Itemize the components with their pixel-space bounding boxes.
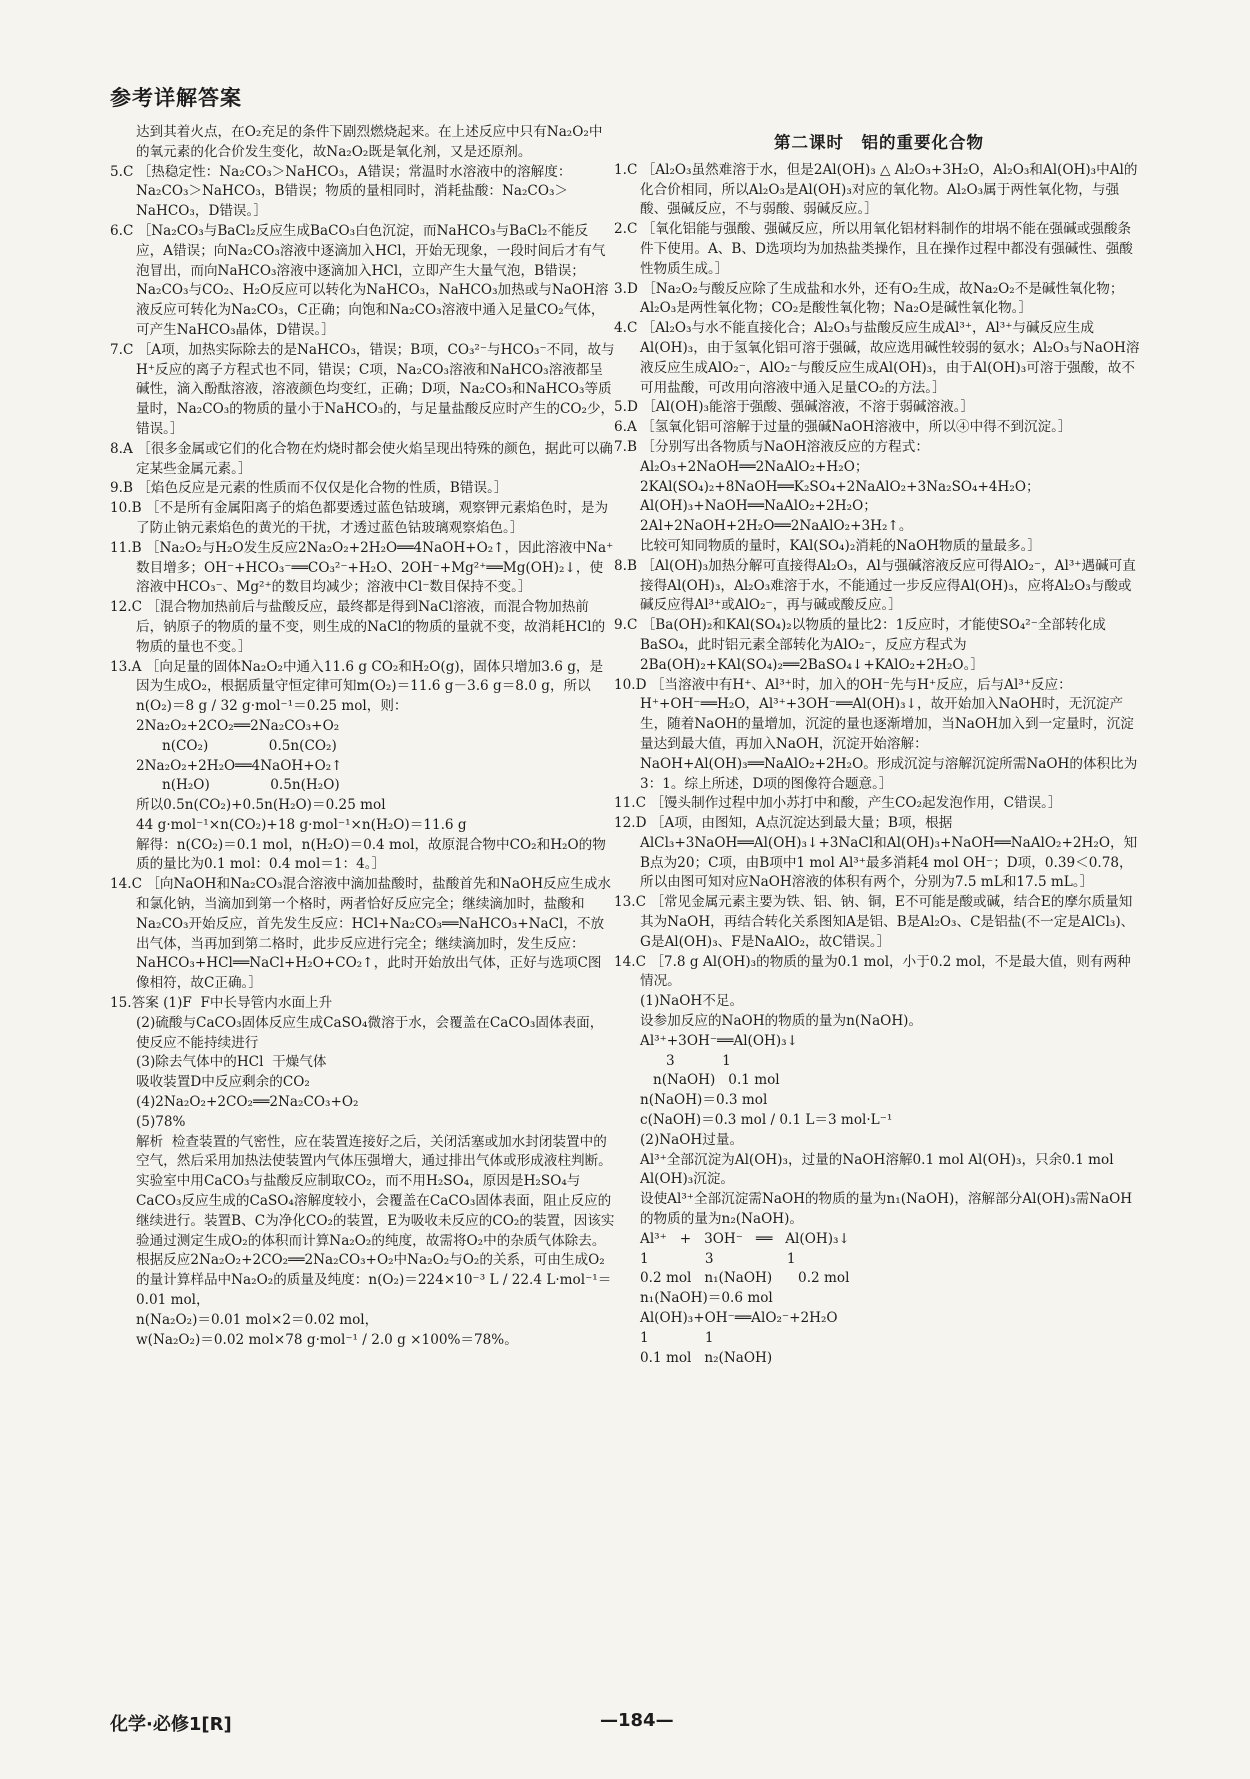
column-divider xyxy=(608,125,609,1705)
answer-item: 8.A ［很多金属或它们的化合物在灼烧时都会使火焰呈现出特殊的颜色，据此可以确定某些金属元素。］ xyxy=(110,440,613,477)
answer-line: (2)NaOH过量。 xyxy=(640,1131,744,1148)
page-number: —184— xyxy=(600,1710,674,1731)
answer-item: 6.C ［Na₂CO₃与BaCl₂反应生成BaCO₃白色沉淀，而NaHCO₃与BaCl₂不能反应，A错误；向Na₂CO₃溶液中逐滴加入HCl，开始无现象，一段时间后才有气泡冒出，而向NaHCO₃溶液中逐滴加入HCl，立即产生大量气泡，B错误；Na₂CO₃与CO₂、H₂O反应可以转化为NaHCO₃，NaHCO₃加热或与NaOH溶液反应可转化为Na₂CO₃，C正确；向饱和Na₂CO₃溶液中通入足量CO₂气体，可产生NaHCO₃晶体，D错误。］ xyxy=(110,222,609,338)
answer-item: 15.答案 (1)F F中长导管内水面上升 xyxy=(110,995,333,1012)
answer-item: 1.C ［Al₂O₃虽然难溶于水，但是2Al(OH)₃ △ Al₂O₃+3H₂O，Al₂O₃和Al(OH)₃中Al的化合价相同，所以Al₂O₃是Al(OH)₃对应的氧化物。Al₂O₃属于两性氧化物，与强酸、强碱反应，不与弱酸、弱碱反应。］ xyxy=(614,161,1138,218)
answer-line: (1)NaOH不足。 xyxy=(640,993,744,1010)
answer-line: n(NaOH) 0.1 mol xyxy=(640,1072,780,1089)
answer-item: 6.A ［氢氧化铝可溶解于过量的强碱NaOH溶液中，所以④中得不到沉淀。］ xyxy=(614,419,1072,436)
answer-line: 吸收装置D中反应剩余的CO₂ xyxy=(136,1074,310,1091)
answer-line: 2Na₂O₂+2H₂O══4NaOH+O₂↑ xyxy=(136,757,343,774)
answer-item: 4.C ［Al₂O₃与水不能直接化合；Al₂O₃与盐酸反应生成Al³⁺，Al³⁺与碱反应生成Al(OH)₃，由于氢氧化铝可溶于强碱，故应选用碱性较弱的氨水；Al₂O₃与NaOH溶液反应生成AlO₂⁻，AlO₂⁻与酸反应生成Al(OH)₃，由于Al(OH)₃可溶于强酸，故不可用盐酸，可改用向溶液中通入足量CO₂的方法。］ xyxy=(614,320,1140,396)
answer-line: n(H₂O) 0.5n(H₂O) xyxy=(136,777,340,794)
answer-line: Al³⁺全部沉淀为Al(OH)₃，过量的NaOH溶解0.1 mol Al(OH)₃，只余0.1 mol Al(OH)₃沉淀。 xyxy=(640,1151,1118,1188)
answer-line: 2Al+2NaOH+2H₂O══2NaAlO₂+3H₂↑。 xyxy=(640,518,913,535)
answer-item: 7.C ［A项，加热实际除去的是NaHCO₃，错误；B项，CO₃²⁻与HCO₃⁻不同，故与H⁺反应的离子方程式也不同，错误；C项，Na₂CO₃溶液和NaHCO₃溶液都呈碱性，滴入酚酞溶液，溶液颜色均变红，正确；D项，Na₂CO₃和NaHCO₃等质量时，Na₂CO₃的物质的量小于NaHCO₃的，与足量盐酸反应时产生的CO₂少，错误。］ xyxy=(110,341,615,437)
answer-line: n(NaOH)＝0.3 mol xyxy=(640,1092,768,1109)
answer-line: 0.2 mol n₁(NaOH) 0.2 mol xyxy=(640,1270,850,1287)
answer-line: 达到其着火点，在O₂充足的条件下剧烈燃烧起来。在上述反应中只有Na₂O₂中的氧元素的化合价发生变化，故Na₂O₂既是氧化剂，又是还原剂。 xyxy=(136,124,603,160)
answer-line: Al₂O₃+2NaOH══2NaAlO₂+H₂O； xyxy=(640,458,869,475)
right-column-entries xyxy=(614,161,1144,1369)
answer-item: 7.B ［分别写出各物质与NaOH溶液反应的方程式： xyxy=(614,438,929,455)
page-header: 参考详解答案 xyxy=(110,86,242,110)
answer-line: 解得：n(CO₂)＝0.1 mol，n(H₂O)＝0.4 mol，故原混合物中CO₂和H₂O的物质的量比为0.1 mol：0.4 mol＝1：4。］ xyxy=(136,836,606,873)
answer-item: 8.B ［Al(OH)₃加热分解可直接得Al₂O₃，Al与强碱溶液反应可得AlO₂⁻，Al³⁺遇碱可直接得Al(OH)₃，Al₂O₃难溶于水，不能通过一步反应得Al(OH)₃，应将Al₂O₃与酸或碱反应得Al³⁺或AlO₂⁻，再与碱或酸反应。］ xyxy=(614,557,1136,614)
answer-line: 2Na₂O₂+2CO₂══2Na₂CO₃+O₂ xyxy=(136,717,340,734)
answer-line: 44 g·mol⁻¹×n(CO₂)+18 g·mol⁻¹×n(H₂O)＝11.6 g xyxy=(136,816,467,833)
answer-item: 10.B ［不是所有金属阳离子的焰色都要透过蓝色钴玻璃，观察钾元素焰色时，是为了防止钠元素焰色的黄光的干扰，才透过蓝色钴玻璃观察焰色。］ xyxy=(110,500,609,536)
answer-line: 所以0.5n(CO₂)+0.5n(H₂O)＝0.25 mol xyxy=(136,797,386,814)
answer-item: 9.B ［焰色反应是元素的性质而不仅仅是化合物的性质，B错误。］ xyxy=(110,480,508,497)
answer-item: 12.D ［A项，由图知，A点沉淀达到最大量；B项，根据AlCl₃+3NaOH══Al(OH)₃↓+3NaCl和Al(OH)₃+NaOH══NaAlO₂+2H₂O，知B点为20；C项，由B项中1 mol Al³⁺最多消耗4 mol OH⁻；D项，0.39＜0.78，所以由图可知对应NaOH溶液的体积有两个，分别为7.5 mL和17.5 mL。］ xyxy=(614,815,1138,891)
answer-line: 设参加反应的NaOH的物质的量为n(NaOH)。 xyxy=(640,1013,923,1030)
answer-line: 比较可知同物质的量时，KAl(SO₄)₂消耗的NaOH物质的量最多。］ xyxy=(640,537,1041,554)
answer-item: 11.B ［Na₂O₂与H₂O发生反应2Na₂O₂+2H₂O══4NaOH+O₂↑，因此溶液中Na⁺数目增多；OH⁻+HCO₃⁻══CO₃²⁻+H₂O、2OH⁻+Mg²⁺══Mg(OH)₂↓，使溶液中HCO₃⁻、Mg²⁺的数目均减少；溶液中Cl⁻数目保持不变。］ xyxy=(110,539,614,596)
answer-item: 5.D ［Al(OH)₃能溶于强酸、强碱溶液，不溶于弱碱溶液。］ xyxy=(614,399,975,416)
answer-item: 9.C ［Ba(OH)₂和KAl(SO₄)₂以物质的量比2：1反应时，才能使SO₄²⁻全部转化成BaSO₄，此时铝元素全部转化为AlO₂⁻，反应方程式为2Ba(OH)₂+KAl(SO₄)₂══2BaSO₄↓+KAlO₂+2H₂O。］ xyxy=(614,617,1106,673)
section-title: 第二课时 铝的重要化合物 xyxy=(774,133,984,152)
answer-line: (5)78% xyxy=(136,1113,186,1130)
answer-line: 解析 检查装置的气密性，应在装置连接好之后，关闭活塞或加水封闭装置中的空气，然后采用加热法使装置内气体压强增大，通过排出气体或形成液柱判断。实验室中用CaCO₃与盐酸反应制取CO₂，而不用H₂SO₄，原因是H₂SO₄与CaCO₃反应生成的CaSO₄溶解度较小，会覆盖在CaCO₃固体表面，阻止反应的继续进行。装置B、C为净化CO₂的装置，E为吸收未反应的CO₂的装置，因该实验通过测定生成O₂的体积而计算Na₂O₂的纯度，故需将O₂中的杂质气体除去。根据反应2Na₂O₂+2CO₂══2Na₂CO₃+O₂中Na₂O₂与O₂的关系，可由生成O₂的量计算样品中Na₂O₂的质量及纯度：n(O₂)＝224×10⁻³ L / 22.4 L·mol⁻¹＝0.01 mol， xyxy=(136,1133,615,1309)
answer-line: n(Na₂O₂)＝0.01 mol×2＝0.02 mol， xyxy=(136,1311,379,1328)
answer-item: 13.C ［常见金属元素主要为铁、铝、钠、铜，E不可能是酸或碱，结合E的摩尔质量知其为NaOH，再结合转化关系图知A是铝、B是Al₂O₃、C是铝盐(不一定是AlCl₃)、G是Al(OH)₃、F是NaAlO₂，故C错误。］ xyxy=(614,894,1135,950)
answer-line: w(Na₂O₂)＝0.02 mol×78 g·mol⁻¹ / 2.0 g ×100%＝78%。 xyxy=(136,1331,518,1348)
answer-line: Al(OH)₃+NaOH══NaAlO₂+2H₂O； xyxy=(640,498,877,515)
answer-line: 设使Al³⁺全部沉淀需NaOH的物质的量为n₁(NaOH)，溶解部分Al(OH)₃需NaOH的物质的量为n₂(NaOH)。 xyxy=(640,1191,1133,1228)
answer-line: 1 3 1 xyxy=(640,1250,796,1267)
answer-line: Al(OH)₃+OH⁻══AlO₂⁻+2H₂O xyxy=(640,1310,838,1327)
footer-subject: 化学·必修1[R] xyxy=(110,1714,232,1735)
answer-line: n(CO₂) 0.5n(CO₂) xyxy=(136,737,337,754)
answer-item: 14.C ［向NaOH和Na₂CO₃混合溶液中滴加盐酸时，盐酸首先和NaOH反应生成水和氯化钠，当滴加到第一个格时，两者恰好反应完全；继续滴加时，盐酸和Na₂CO₃开始反应，首先发生反应：HCl+Na₂CO₃══NaHCO₃+NaCl，不放出气体，当再加到第二格时，此步反应进行完全；继续滴加时，发生反应：NaHCO₃+HCl══NaCl+H₂O+CO₂↑，此时开始放出气体，正好与选项C图像相符，故C正确。］ xyxy=(110,876,612,992)
answer-line: Al³⁺ + 3OH⁻ ══ Al(OH)₃↓ xyxy=(640,1230,850,1247)
left-column xyxy=(110,123,615,1350)
answer-line: 1 1 xyxy=(640,1329,714,1346)
answer-item: 13.A ［向足量的固体Na₂O₂中通入11.6 g CO₂和H₂O(g)，固体只增加3.6 g，是因为生成O₂，根据质量守恒定律可知m(O₂)＝11.6 g－3.6 g＝8.0 g，所以n(O₂)＝8 g / 32 g·mol⁻¹＝0.25 mol，则： xyxy=(110,658,604,715)
answer-line: c(NaOH)＝0.3 mol / 0.1 L＝3 mol·L⁻¹ xyxy=(640,1112,893,1129)
answer-item: 2.C ［氧化铝能与强酸、强碱反应，所以用氧化铝材料制作的坩埚不能在强碱或强酸条件下使用。A、B、D选项均为加热盐类操作，且在操作过程中都没有强碱性、强酸性物质生成。］ xyxy=(614,221,1133,277)
answer-line: (3)除去气体中的HCl 干燥气体 xyxy=(136,1054,327,1071)
answer-item: 5.C ［热稳定性：Na₂CO₃＞NaHCO₃，A错误；常温时水溶液中的溶解度：Na₂CO₃＞NaHCO₃，B错误；物质的量相同时，消耗盐酸：Na₂CO₃＞NaHCO₃，D错误。］ xyxy=(110,163,572,220)
answer-item: 11.C ［馒头制作过程中加小苏打中和酸，产生CO₂起发泡作用，C错误。］ xyxy=(614,795,1062,812)
answer-line: (2)硫酸与CaCO₃固体反应生成CaSO₄微溶于水，会覆盖在CaCO₃固体表面，使反应不能持续进行 xyxy=(136,1014,604,1051)
answer-line: (4)2Na₂O₂+2CO₂══2Na₂CO₃+O₂ xyxy=(136,1094,359,1111)
answer-line: 3 1 xyxy=(640,1052,731,1069)
answer-line: Al³⁺+3OH⁻══Al(OH)₃↓ xyxy=(640,1032,798,1049)
answer-item: 10.D ［当溶液中有H⁺、Al³⁺时，加入的OH⁻先与H⁺反应，后与Al³⁺反应：H⁺+OH⁻══H₂O，Al³⁺+3OH⁻══Al(OH)₃↓，故开始加入NaOH时，无沉淀产生，随着NaOH的量增加，沉淀的量也逐渐增加，当NaOH加入到一定量时，沉淀量达到最大值，再加入NaOH，沉淀开始溶解：NaOH+Al(OH)₃══NaAlO₂+2H₂O。形成沉淀与溶解沉淀所需NaOH的体积比为3：1。综上所述，D项的图像符合题意。］ xyxy=(614,676,1138,792)
answer-item: 12.C ［混合物加热前后与盐酸反应，最终都是得到NaCl溶液，而混合物加热前后，钠原子的物质的量不变，则生成的NaCl的物质的量就不变，故消耗HCl的物质的量也不变。］ xyxy=(110,599,606,655)
right-column xyxy=(614,123,1144,1368)
answer-line: n₁(NaOH)＝0.6 mol xyxy=(640,1290,773,1307)
answer-line: 2KAl(SO₄)₂+8NaOH══K₂SO₄+2NaAlO₂+3Na₂SO₄+4H₂O； xyxy=(640,478,1040,495)
answer-line: 0.1 mol n₂(NaOH) xyxy=(640,1349,773,1366)
answer-item: 3.D ［Na₂O₂与酸反应除了生成盐和水外，还有O₂生成，故Na₂O₂不是碱性氧化物；Al₂O₃是两性氧化物；CO₂是酸性氧化物；Na₂O是碱性氧化物。］ xyxy=(614,280,1124,317)
answer-item: 14.C ［7.8 g Al(OH)₃的物质的量为0.1 mol，小于0.2 mol，不是最大值，则有两种情况。 xyxy=(614,953,1131,990)
